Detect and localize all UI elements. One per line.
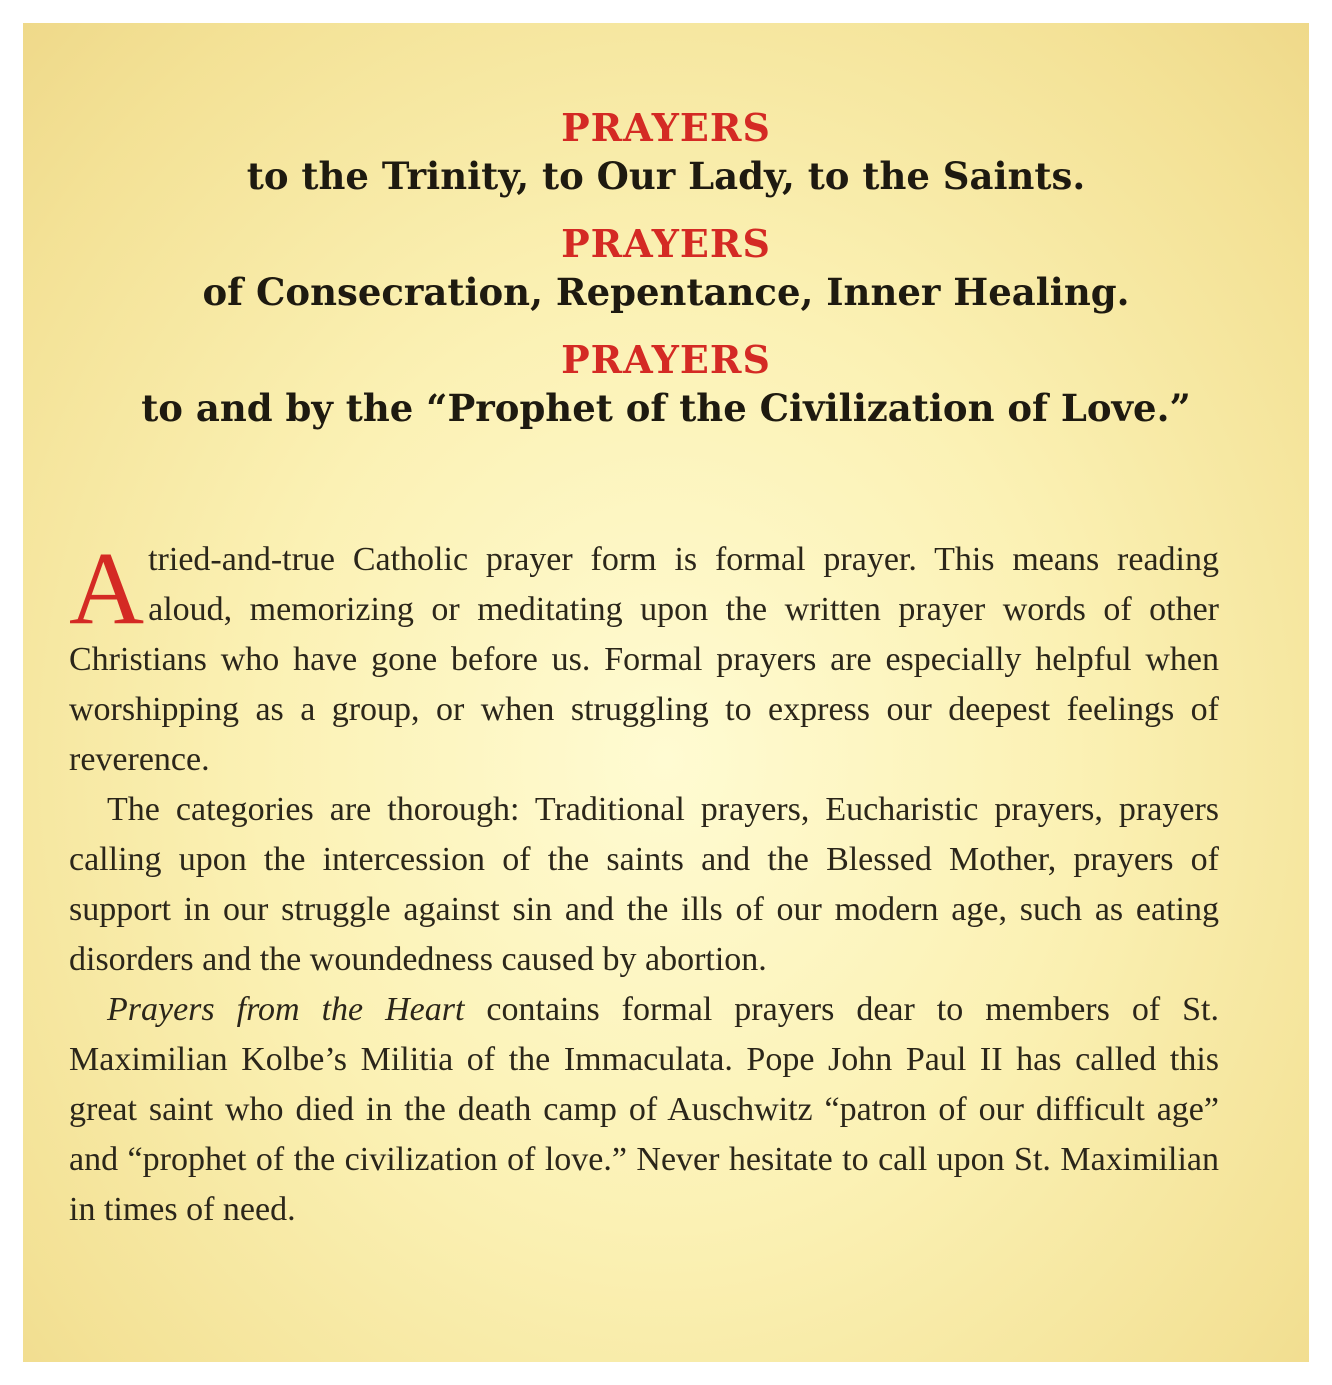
heading-block-2 (23, 221, 1309, 317)
heading-block-1 (23, 105, 1309, 201)
body-text (69, 531, 1219, 1235)
heading-block-3 (23, 337, 1309, 433)
heading-subtitle: to and by the “Prophet of the Civilization of Love.” (141, 386, 1191, 430)
heading-label: PRAYERS (561, 221, 771, 266)
heading-label: PRAYERS (561, 105, 771, 150)
heading-subtitle: to the Trinity, to Our Lady, to the Saints. (246, 154, 1086, 198)
heading-label: PRAYERS (561, 337, 771, 382)
drop-cap: A (69, 531, 145, 646)
paragraph-3 (69, 985, 1219, 1235)
paragraph-3-text: contains formal prayers dear to members of St. Maximilian Kolbe’s Militia of the Immaculata. Pope John Paul II has called this great saint who died in the death camp of Auschwitz “patron of our difficult age” and “prophet of the civilization of love.” Never hesitate to call upon St. Maximilian in times of need. (69, 991, 1219, 1228)
heading-subtitle: of Consecration, Repentance, Inner Healing. (202, 270, 1130, 314)
book-page (23, 23, 1309, 1362)
book-title: Prayers from the Heart (107, 991, 465, 1028)
paragraph-1 (69, 531, 1219, 785)
headings-section (23, 105, 1309, 453)
paragraph-2: The categories are thorough: Traditional prayers, Eucharistic prayers, prayers calling upon the intercession of the saints and the Blessed Mother, prayers of support in our struggle against sin and the ills of our modern age, such as eating disorders and the woundedness caused by abortion. (69, 791, 1219, 978)
paragraph-1-text: tried-and-true Catholic prayer form is formal prayer. This means reading aloud, memorizing or meditating upon the written prayer words of other Christians who have gone before us. Formal prayers are especially helpful when worshipping as a group, or when struggling to express our deepest feelings of reverence. (69, 541, 1219, 778)
